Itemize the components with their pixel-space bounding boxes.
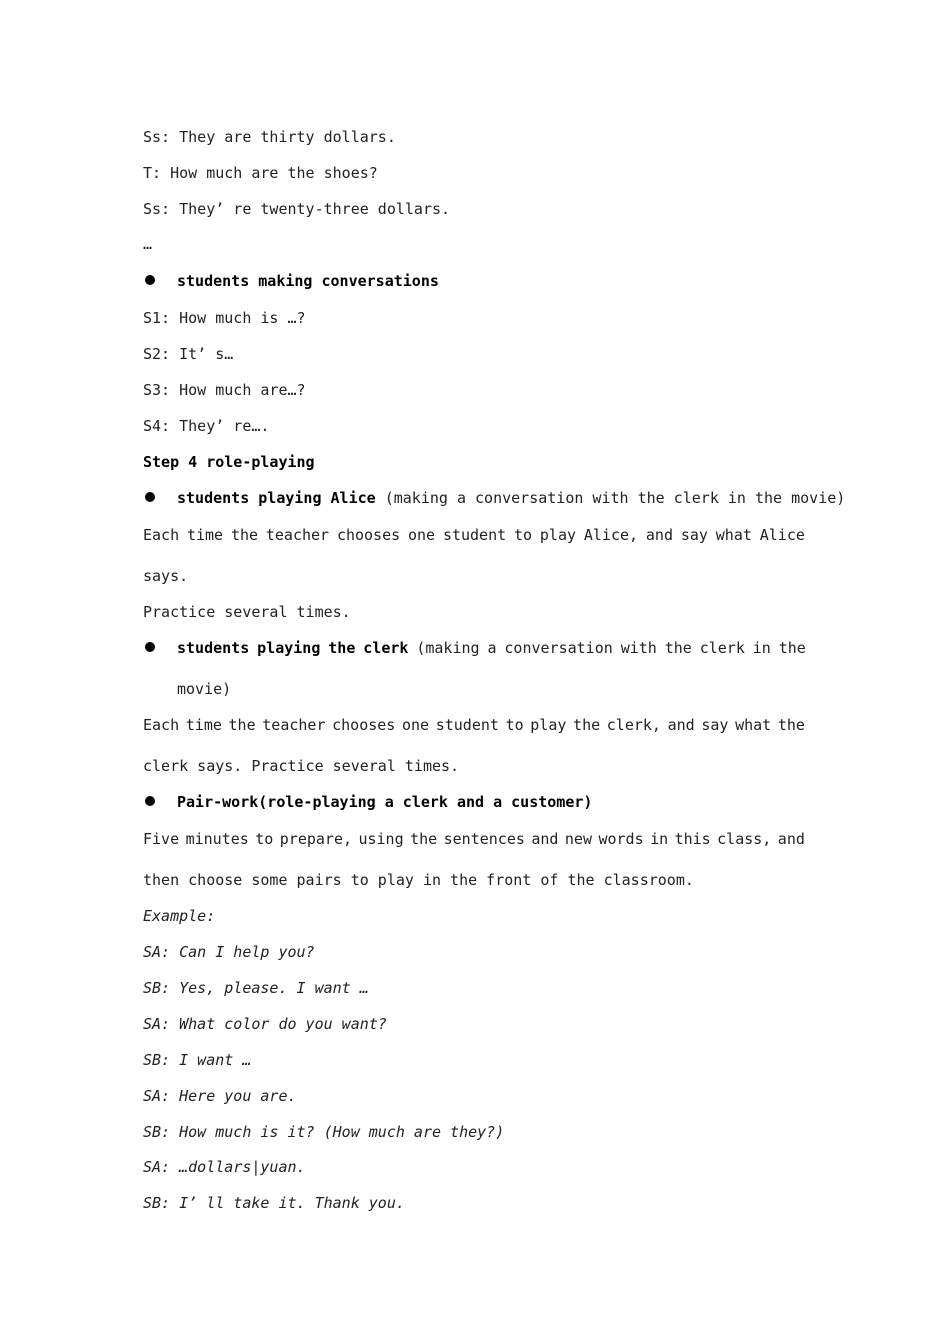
paragraph-line: says. (143, 567, 189, 585)
dialogue-line: Ss: They’ re twenty-three dollars. (143, 200, 451, 218)
word: new (564, 830, 592, 848)
word: clerk (699, 639, 745, 657)
word: say (701, 716, 729, 734)
word: to (505, 716, 524, 734)
justified-line (143, 715, 805, 735)
word: in (752, 639, 771, 657)
word: student (435, 716, 499, 734)
word: in (650, 830, 669, 848)
example-line: SA: …dollars|yuan. (143, 1158, 306, 1176)
word: play (539, 526, 577, 544)
dialogue-line: Ss: They are thirty dollars. (143, 128, 396, 146)
word: minutes (185, 830, 249, 848)
bullet-heading: students making conversations (177, 272, 439, 290)
word: and (777, 830, 805, 848)
example-line: SA: Can I help you? (143, 943, 315, 961)
ellipsis-line: … (143, 235, 153, 253)
step-heading: Step 4 role-playing (143, 453, 315, 471)
word: Each (143, 716, 180, 734)
word: the (228, 716, 256, 734)
word: teacher (262, 716, 326, 734)
word: teacher (265, 526, 330, 544)
word: and (645, 526, 673, 544)
bullet-note: (making a conversation with the clerk in the movie) (384, 489, 846, 507)
dialogue-line: S2: It’ s… (143, 345, 234, 363)
word: Five (143, 830, 180, 848)
word: the (664, 639, 692, 657)
word: words (598, 830, 644, 848)
word: sentences (443, 830, 525, 848)
example-label: Example: (143, 907, 216, 925)
word: time (185, 716, 222, 734)
word: one (408, 526, 436, 544)
word: class, (717, 830, 772, 848)
word: playing (257, 639, 321, 657)
word: chooses (332, 716, 396, 734)
word: the (778, 639, 806, 657)
example-line: SB: How much is it? (How much are they?) (143, 1123, 505, 1141)
example-line: SB: I’ ll take it. Thank you. (143, 1194, 405, 1212)
paragraph-line: Practice several times. (143, 603, 351, 621)
word: and (531, 830, 559, 848)
word: say (680, 526, 708, 544)
word: and (667, 716, 695, 734)
bullet-icon (145, 642, 155, 652)
word: (making (416, 639, 480, 657)
word: one (401, 716, 430, 734)
word: clerk (363, 639, 409, 657)
example-line: SA: Here you are. (143, 1087, 297, 1105)
example-line: SB: I want … (143, 1051, 252, 1069)
word: chooses (336, 526, 401, 544)
justified-line (143, 829, 805, 849)
word: play (530, 716, 567, 734)
word: Alice, (583, 526, 639, 544)
word: the (410, 830, 438, 848)
word: Each (143, 526, 180, 544)
paragraph-line: then choose some pairs to play in the front of the classroom. (143, 871, 694, 889)
word: the (573, 716, 601, 734)
word: with (620, 639, 657, 657)
paragraph-line: clerk says. Practice several times. (143, 757, 460, 775)
example-line: SA: What color do you want? (143, 1015, 387, 1033)
bullet-icon (145, 275, 155, 285)
example-line: SB: Yes, please. I want … (143, 979, 369, 997)
word: this (674, 830, 711, 848)
word: to (255, 830, 274, 848)
word: a (487, 639, 497, 657)
dialogue-line: T: How much are the shoes? (143, 164, 378, 182)
justified-line (177, 638, 806, 658)
bullet-icon (145, 796, 155, 806)
paragraph-line: movie) (177, 680, 232, 698)
word: the (328, 639, 356, 657)
dialogue-line: S1: How much is …? (143, 309, 306, 327)
word: time (186, 526, 224, 544)
bullet-icon (145, 492, 155, 502)
word: what (715, 526, 752, 544)
dialogue-line: S4: They’ re…. (143, 417, 270, 435)
word: prepare, (279, 830, 353, 848)
word: to (514, 526, 533, 544)
word: clerk, (606, 716, 661, 734)
word: using (358, 830, 404, 848)
word: student (442, 526, 507, 544)
word: the (230, 526, 259, 544)
word: what (735, 716, 772, 734)
bullet-heading: Pair-work(role-playing a clerk and a customer) (177, 793, 593, 811)
word: the (777, 716, 805, 734)
word: Alice (759, 526, 805, 544)
justified-line (143, 525, 805, 545)
word: conversation (504, 639, 613, 657)
dialogue-line: S3: How much are…? (143, 381, 306, 399)
word: students (177, 639, 250, 657)
bullet-heading: students playing Alice (177, 489, 376, 507)
bullet-paragraph (177, 488, 845, 508)
